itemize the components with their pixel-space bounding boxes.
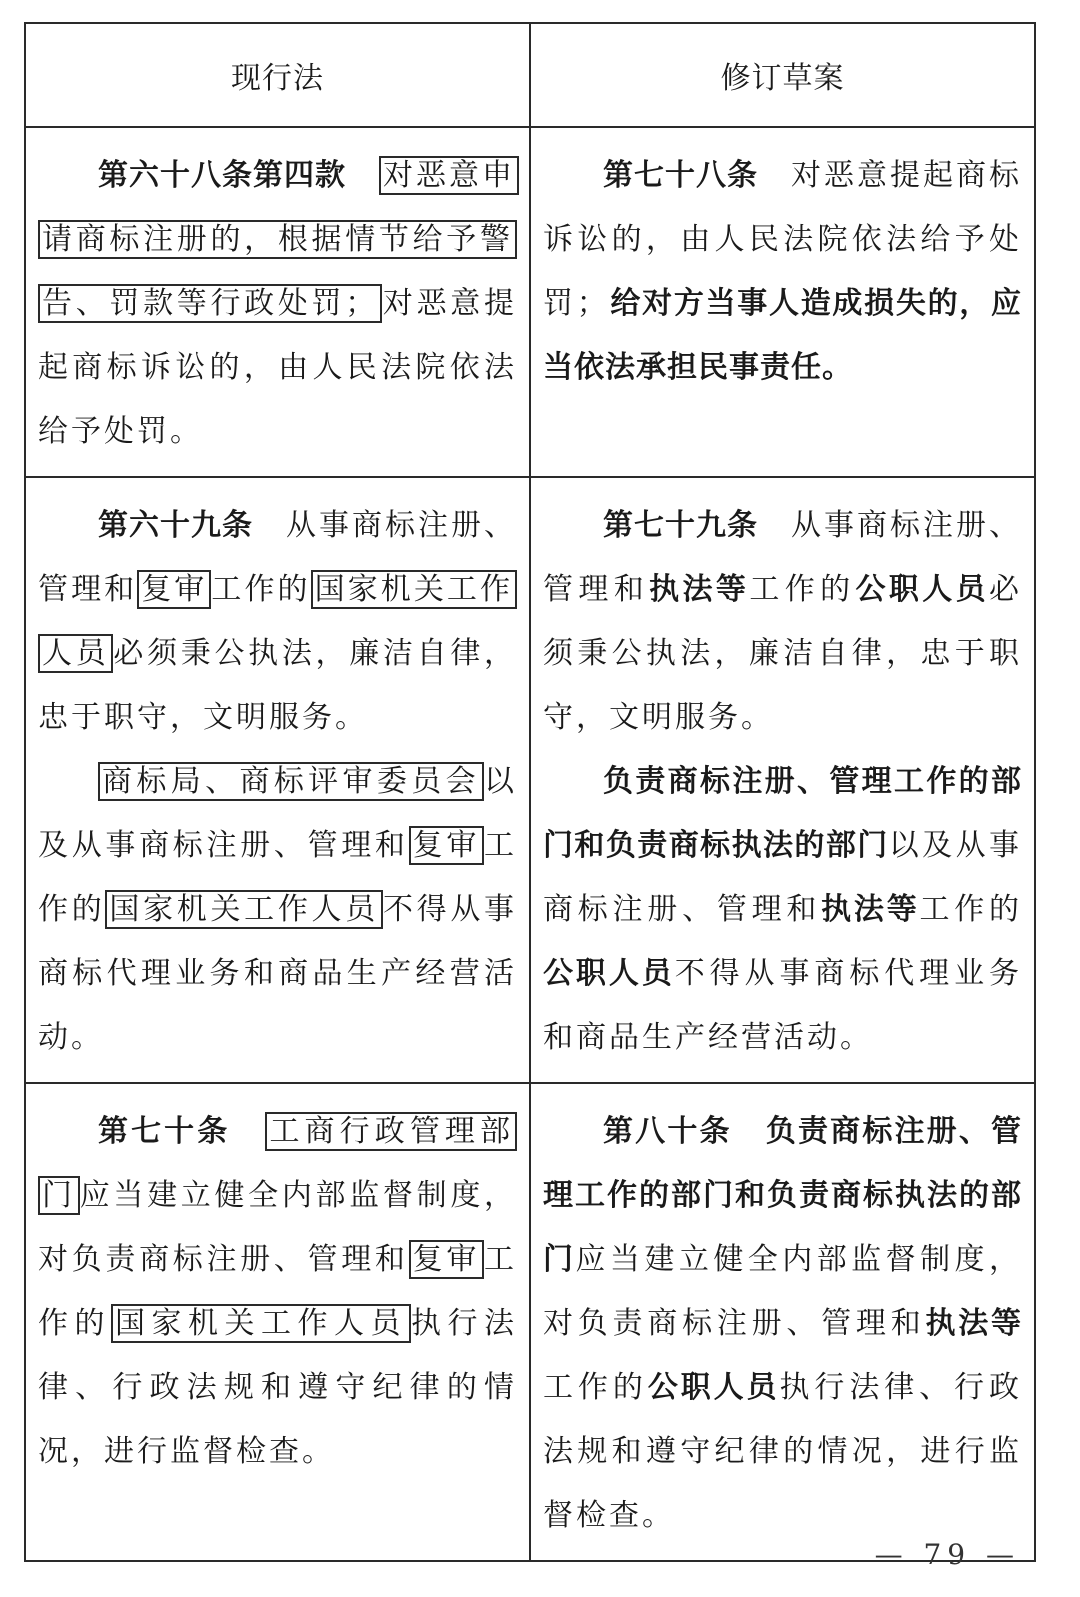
clause-paragraph	[543, 1100, 1022, 1548]
article-number: 第六十九条	[98, 508, 253, 543]
cell-current-law	[25, 1083, 530, 1561]
clause-text: 工作的	[38, 828, 518, 927]
clause-text: 以及从事商标注册、管理和	[543, 828, 1023, 927]
clause-text: 工作的	[749, 572, 856, 607]
clause-text: 从事商标注册、管理和	[38, 508, 517, 607]
clause-text: 应当建立健全内部监督制度，对负责商标注册、管理和	[38, 1178, 518, 1277]
amended-text: 给对方当事人造成损失的，应当依法承担民事责任。	[543, 286, 1023, 385]
table-row	[25, 1083, 1035, 1561]
clause-text: 工作的	[38, 1242, 518, 1341]
amended-text: 公职人员	[543, 956, 675, 991]
amended-text: 执法等	[649, 572, 750, 607]
clause-text: 必须秉公执法，廉洁自律，忠于职守，文明服务。	[543, 572, 1023, 735]
table-row	[25, 477, 1035, 1083]
clause-text: 工作的	[211, 572, 311, 607]
clause-text: 执行法律、行政法规和遵守纪律的情况，进行监督检查。	[543, 1370, 1023, 1533]
page-number: — 79 —	[874, 1538, 1020, 1571]
header-revision-draft: 修订草案	[530, 23, 1035, 127]
clause-text: 工作的	[919, 892, 1023, 927]
amended-text: 执法等	[821, 892, 920, 927]
clause-text: 对恶意提起商标诉讼的，由人民法院依法给予处罚；	[543, 158, 1022, 321]
table-header-row	[25, 23, 1035, 127]
clause-text	[230, 1114, 265, 1149]
deleted-text: 复审	[409, 826, 484, 865]
amended-text: 负责商标注册、管理工作的部门和负责商标执法的部门	[543, 1114, 1023, 1277]
clause-text: 对恶意提起商标诉讼的，由人民法院依法给予处罚。	[38, 286, 518, 449]
cell-revision-draft	[530, 477, 1035, 1083]
deleted-text: 复审	[137, 570, 211, 609]
clause-text	[346, 158, 379, 193]
article-number: 第八十条	[603, 1114, 732, 1149]
cell-current-law	[25, 127, 530, 477]
clause-text: 必须秉公执法，廉洁自律，忠于职守，文明服务。	[38, 636, 518, 735]
clause-paragraph	[38, 750, 517, 1070]
article-number: 第六十八条第四款	[98, 158, 346, 193]
amended-text: 负责商标注册、管理工作的部门和负责商标执法的部门	[543, 764, 1022, 863]
cell-revision-draft	[530, 1083, 1035, 1561]
clause-paragraph	[543, 750, 1022, 1070]
deleted-text: 对恶意申请商标注册的，根据情节给予警告、罚款等行政处罚；	[38, 156, 519, 323]
deleted-text: 国家机关工作人员	[38, 570, 517, 673]
article-number: 第七十九条	[603, 508, 758, 543]
comparison-table	[24, 22, 1036, 1562]
deleted-text: 复审	[409, 1240, 484, 1279]
clause-text: 不得从事商标代理业务和商品生产经营活动。	[543, 956, 1023, 1055]
header-current-law: 现行法	[25, 23, 530, 127]
clause-text: 工作的	[543, 1370, 648, 1405]
deleted-text: 国家机关工作人员	[105, 890, 383, 929]
cell-current-law	[25, 477, 530, 1083]
clause-text: 不得从事商标代理业务和商品生产经营活动。	[38, 892, 518, 1055]
article-number: 第七十条	[98, 1114, 231, 1149]
clause-paragraph	[38, 144, 517, 464]
deleted-text: 商标局、商标评审委员会	[98, 762, 484, 801]
cell-revision-draft	[530, 127, 1035, 477]
clause-paragraph	[543, 494, 1022, 750]
table-row	[25, 127, 1035, 477]
clause-paragraph	[543, 144, 1022, 400]
clause-text: 应当建立健全内部监督制度，对负责商标注册、管理和	[543, 1242, 1023, 1341]
amended-text: 公职人员	[855, 572, 990, 607]
clause-paragraph	[38, 494, 517, 750]
amended-text: 执法等	[925, 1306, 1023, 1341]
deleted-text: 国家机关工作人员	[111, 1304, 411, 1343]
clause-paragraph	[38, 1100, 517, 1484]
clause-text: 执行法律、行政法规和遵守纪律的情况，进行监督检查。	[38, 1306, 517, 1469]
clause-text: 从事商标注册、管理和	[543, 508, 1022, 607]
deleted-text: 工商行政管理部门	[38, 1112, 517, 1215]
clause-text	[732, 1114, 766, 1149]
article-number: 第七十八条	[603, 158, 758, 193]
amended-text: 公职人员	[647, 1370, 780, 1405]
clause-text: 以及从事商标注册、管理和	[38, 764, 517, 863]
